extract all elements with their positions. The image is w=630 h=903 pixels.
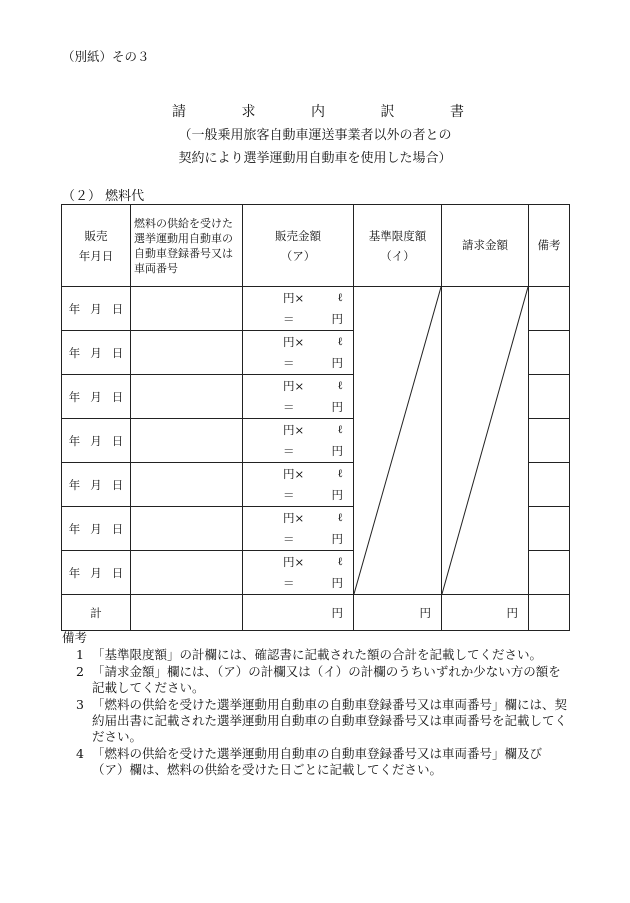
header-sale-amount: 販売金額 （ア） [243,205,354,287]
sale-date-cell[interactable] [62,463,131,507]
note-item [62,697,572,745]
date-part-label: 日 [111,521,124,536]
note-text: 「請求金額」欄には、（ア）の計欄又は（イ）の計欄のうちいずれか少ない方の額を記載してください。 [92,664,561,695]
title-char: 求 [241,104,256,120]
sale-date-cell[interactable] [62,419,131,463]
price-line-1 [283,334,343,350]
remarks-cell[interactable] [529,287,570,331]
vehicle-number-cell[interactable] [131,551,243,595]
vehicle-number-cell[interactable] [131,375,243,419]
header-sale-date: 販売 年月日 [62,205,131,287]
note-number: 4 [76,746,84,761]
total-remarks-cell[interactable] [529,595,570,631]
vehicle-number-cell[interactable] [131,287,243,331]
section-label: （２） 燃料代 [62,189,145,204]
date-part-label: 年 [68,477,81,492]
price-unit-label: 円 [331,488,343,502]
date-part-label: 年 [68,301,81,316]
remarks-cell[interactable] [529,375,570,419]
note-number: 1 [76,647,84,662]
price-line-1 [283,466,343,482]
total-vehicle-cell [131,595,243,631]
price-unit-label: ＝ [283,312,295,326]
price-line-1 [283,422,343,438]
sale-amount-cell[interactable] [243,463,354,507]
date-part-label: 日 [111,477,124,492]
note-number: 3 [76,697,84,712]
price-unit-label: ℓ [337,334,343,348]
remarks-cell[interactable] [529,331,570,375]
document-title [172,101,464,121]
price-unit-label: ＝ [283,488,295,502]
remarks-cell[interactable] [529,507,570,551]
price-line-2 [283,355,343,371]
diagonal-slash [354,287,441,594]
title-char: 請 [172,104,186,120]
sale-amount-cell[interactable] [243,419,354,463]
note-text: 「基準限度額」の計欄には、確認書に記載された額の合計を記載してください。 [92,647,543,662]
claim-amount-slash-cell [442,287,529,595]
sale-amount-cell[interactable] [243,551,354,595]
subtitle-line-2: 契約により選挙運動用自動車を使用した場合） [178,151,452,166]
limit-amount-slash-cell [354,287,442,595]
date-part-label: 日 [111,389,124,404]
date-part-label: 月 [90,477,102,492]
header-remarks: 備考 [529,205,570,287]
price-unit-label: 円× [283,467,305,481]
price-line-2 [283,311,343,327]
sale-amount-cell[interactable] [243,331,354,375]
note-text: 「燃料の供給を受けた選挙運動用自動車の自動車登録番号又は車両番号」欄及び（ア）欄は、燃料の供給を受けた日ごとに記載してください。 [92,746,543,777]
price-line-2 [283,575,343,591]
total-sale-amount-cell[interactable]: 円 [243,595,354,631]
note-item [62,746,572,778]
price-line-2 [283,443,343,459]
sale-date-cell[interactable] [62,331,131,375]
note-text: 「燃料の供給を受けた選挙運動用自動車の自動車登録番号又は車両番号」欄には、契約届出書に記載された選挙運動用自動車の自動車登録番号又は車両番号を記載してください。 [92,697,568,744]
sale-amount-cell[interactable] [243,375,354,419]
sale-date-cell[interactable] [62,507,131,551]
total-limit-amount-cell[interactable]: 円 [354,595,442,631]
price-unit-label: ℓ [337,290,343,304]
fuel-claim-table [61,204,570,631]
remarks-cell[interactable] [529,419,570,463]
price-unit-label: 円× [283,335,305,349]
note-item [62,664,572,696]
date-part-label: 日 [111,565,124,580]
total-row [62,595,570,631]
vehicle-number-cell[interactable] [131,507,243,551]
price-unit-label: ℓ [337,378,343,392]
remarks-cell[interactable] [529,463,570,507]
price-unit-label: ℓ [337,422,343,436]
remarks-cell[interactable] [529,551,570,595]
price-unit-label: 円× [283,423,305,437]
date-part-label: 日 [111,433,124,448]
price-unit-label: ℓ [337,466,343,480]
date-part-label: 月 [90,521,102,536]
total-claim-amount-cell[interactable]: 円 [442,595,529,631]
note-number: 2 [76,664,84,679]
date-part-label: 月 [90,389,102,404]
sale-amount-cell[interactable] [243,287,354,331]
date-part-label: 月 [90,433,102,448]
price-unit-label: ＝ [283,532,295,546]
date-part-label: 年 [68,389,81,404]
vehicle-number-cell[interactable] [131,419,243,463]
price-unit-label: 円 [331,312,343,326]
date-part-label: 日 [111,301,124,316]
date-part-label: 年 [68,345,81,360]
title-char: 書 [450,104,464,120]
title-char: 訳 [380,104,395,120]
date-part-label: 年 [68,565,81,580]
price-line-1 [283,290,343,306]
price-unit-label: 円 [331,532,343,546]
header-claim-amount: 請求金額 [442,205,529,287]
diagonal-slash [442,287,528,594]
price-unit-label: 円 [331,400,343,414]
price-line-2 [283,487,343,503]
price-unit-label: 円 [331,444,343,458]
notes-section [62,630,572,778]
note-item [62,647,572,663]
price-unit-label: 円× [283,511,305,525]
price-line-2 [283,399,343,415]
price-unit-label: ℓ [337,510,343,524]
header-limit-amount: 基準限度額 （イ） [354,205,442,287]
annex-label: （別紙）その３ [62,49,150,64]
price-unit-label: ＝ [283,444,295,458]
price-unit-label: ℓ [337,554,343,568]
sale-amount-cell[interactable] [243,507,354,551]
notes-heading: 備考 [62,630,88,645]
sale-date-cell[interactable] [62,287,131,331]
price-unit-label: 円× [283,291,305,305]
sale-date-cell[interactable] [62,375,131,419]
date-part-label: 月 [90,301,102,316]
subtitle-line-1: （一般乗用旅客自動車運送事業者以外の者との [178,128,452,143]
price-line-1 [283,510,343,526]
price-unit-label: 円× [283,555,305,569]
vehicle-number-cell[interactable] [131,331,243,375]
date-part-label: 月 [90,565,102,580]
price-unit-label: 円× [283,379,305,393]
price-line-2 [283,531,343,547]
price-line-1 [283,554,343,570]
date-part-label: 年 [68,433,81,448]
price-unit-label: ＝ [283,356,295,370]
price-unit-label: ＝ [283,576,295,590]
price-unit-label: 円 [331,576,343,590]
date-part-label: 年 [68,521,81,536]
date-part-label: 日 [111,345,124,360]
header-vehicle-number: 燃料の供給を受けた選挙運動用自動車の自動車登録番号又は車両番号 [131,205,243,287]
price-unit-label: 円 [331,356,343,370]
price-unit-label: ＝ [283,400,295,414]
table-row [62,287,570,331]
price-line-1 [283,378,343,394]
sale-date-cell[interactable] [62,551,131,595]
vehicle-number-cell[interactable] [131,463,243,507]
date-part-label: 月 [90,345,102,360]
title-char: 内 [311,104,325,120]
total-label: 計 [62,595,131,631]
